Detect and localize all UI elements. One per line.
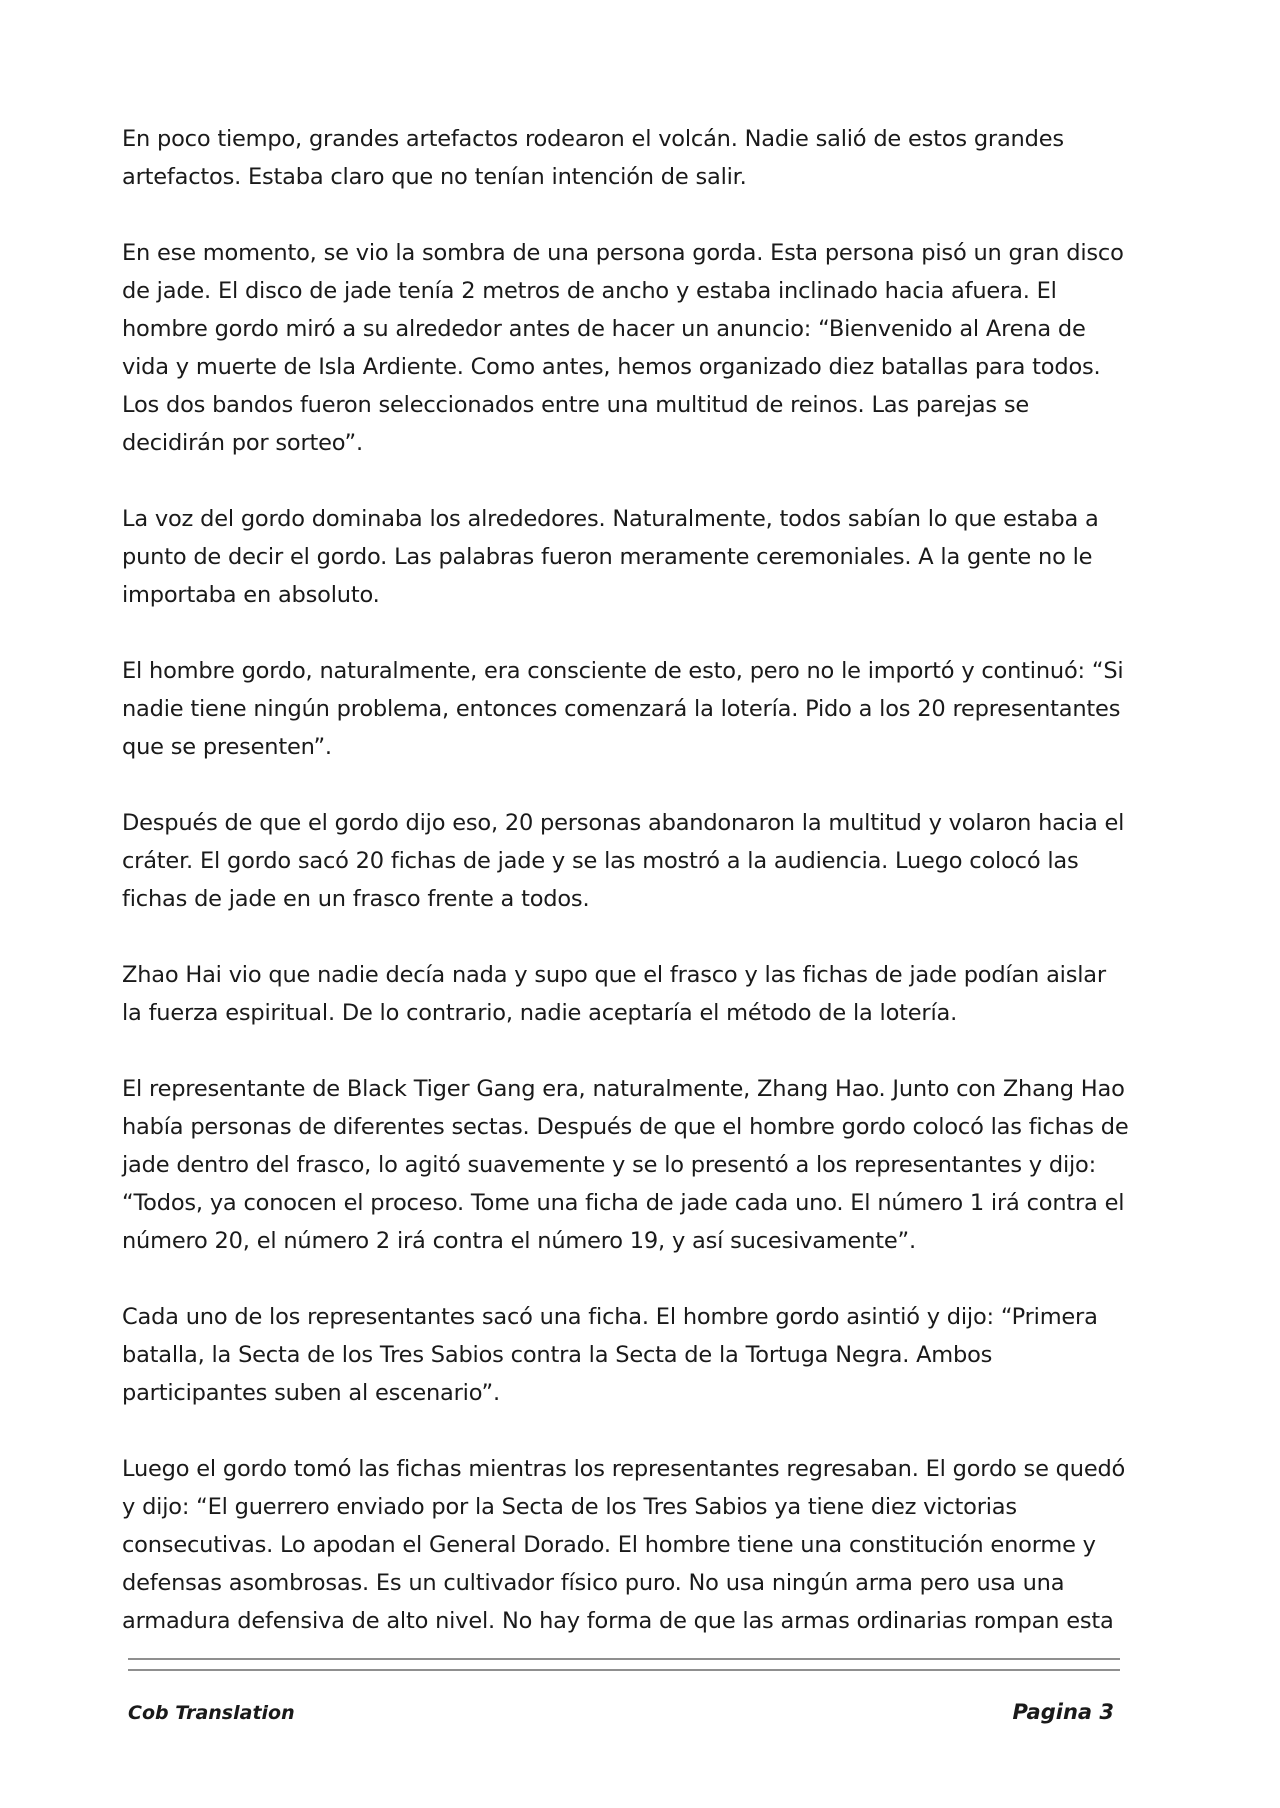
footer-translator-credit: Cob Translation xyxy=(128,1702,295,1724)
paragraph: Zhao Hai vio que nadie decía nada y supo que el frasco y las fichas de jade podían aislar la fuerza espiritual. De lo contrario, nadie aceptaría el método de la lotería. xyxy=(122,962,1106,1026)
body-text xyxy=(122,120,1132,1678)
footer-page-number: Pagina 3 xyxy=(1012,1700,1114,1724)
paragraph: En ese momento, se vio la sombra de una persona gorda. Esta persona pisó un gran disco de jade. El disco de jade tenía 2 metros de ancho y estaba inclinado hacia afuera. El hombre gordo miró a su alrededor antes de hacer un anuncio: “Bienvenido al Arena de vida y muerte de Isla Ardiente. Como antes, hemos organizado diez batallas para todos. Los dos bandos fueron seleccionados entre una multitud de reinos. Las parejas se decidirán por sorteo”. xyxy=(122,240,1124,456)
paragraph: El hombre gordo, naturalmente, era consciente de esto, pero no le importó y continuó: “Si nadie tiene ningún problema, entonces comenzará la lotería. Pido a los 20 representantes que se presenten”. xyxy=(122,658,1124,760)
paragraph: Luego el gordo tomó las fichas mientras los representantes regresaban. El gordo se quedó y dijo: “El guerrero enviado por la Secta de los Tres Sabios ya tiene diez victorias consecutivas. Lo apodan el General Dorado. El hombre tiene una constitución enorme y defensas asombrosas. Es un cultivador físico puro. No usa ningún arma pero usa una armadura defensiva de alto nivel. No hay forma de que las armas ordinarias rompan esta xyxy=(122,1456,1126,1634)
footer-divider-top xyxy=(128,1658,1120,1660)
paragraph: En poco tiempo, grandes artefactos rodearon el volcán. Nadie salió de estos grandes artefactos. Estaba claro que no tenían intención de salir. xyxy=(122,126,1064,190)
paragraph: La voz del gordo dominaba los alrededores. Naturalmente, todos sabían lo que estaba a punto de decir el gordo. Las palabras fueron meramente ceremoniales. A la gente no le importaba en absoluto. xyxy=(122,506,1099,608)
paragraph: El representante de Black Tiger Gang era, naturalmente, Zhang Hao. Junto con Zhang Hao había personas de diferentes sectas. Después de que el hombre gordo colocó las fichas de jade dentro del frasco, lo agitó suavemente y se lo presentó a los representantes y dijo: “Todos, ya conocen el proceso. Tome una ficha de jade cada uno. El número 1 irá contra el número 20, el número 2 irá contra el número 19, y así sucesivamente”. xyxy=(122,1076,1129,1254)
footer-divider-bottom xyxy=(128,1669,1120,1671)
paragraph: Después de que el gordo dijo eso, 20 personas abandonaron la multitud y volaron hacia el cráter. El gordo sacó 20 fichas de jade y se las mostró a la audiencia. Luego colocó las fichas de jade en un frasco frente a todos. xyxy=(122,810,1125,912)
paragraph: Cada uno de los representantes sacó una ficha. El hombre gordo asintió y dijo: “Primera batalla, la Secta de los Tres Sabios contra la Secta de la Tortuga Negra. Ambos participantes suben al escenario”. xyxy=(122,1304,1098,1406)
